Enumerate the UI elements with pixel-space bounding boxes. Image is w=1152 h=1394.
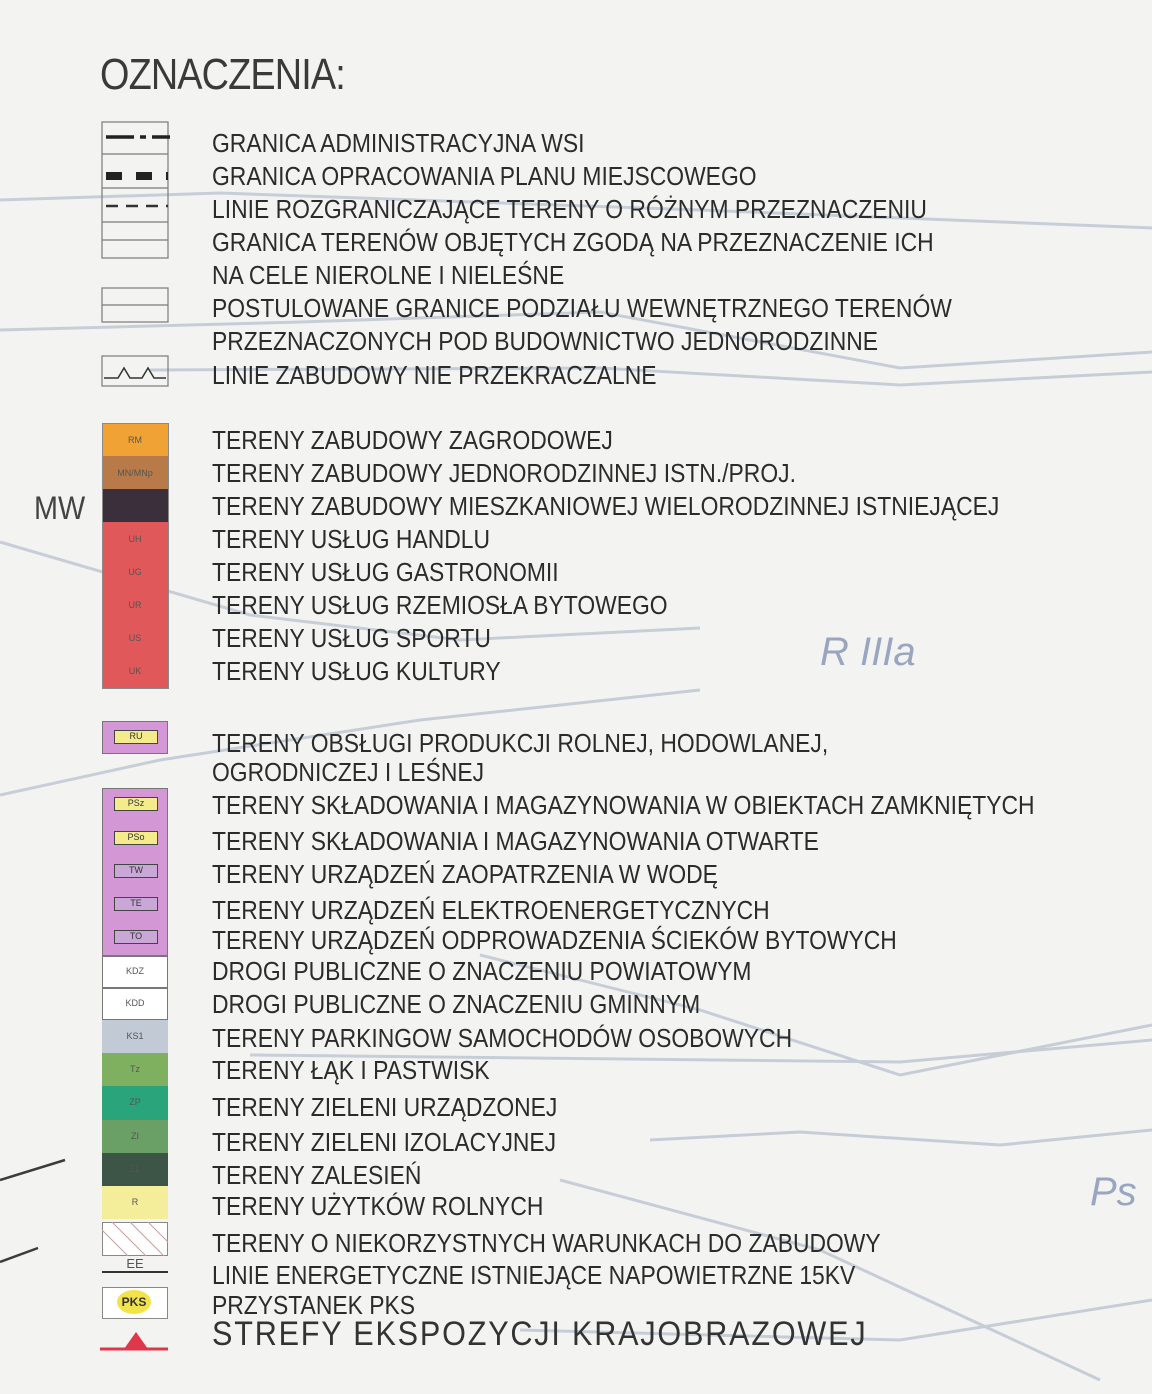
tag-tw: TW	[114, 864, 158, 878]
swatch-zl: ZL	[102, 1153, 168, 1186]
legend-label-kdz: DROGI PUBLICZNE O ZNACZENIU POWIATOWYM	[212, 956, 752, 986]
swatch-ug: UG	[102, 555, 168, 588]
swatch-ee-code: EE	[126, 1256, 144, 1271]
legend-label-uh: TERENY USŁUG HANDLU	[212, 524, 491, 554]
legend-label-niekorzystne: TERENY O NIEKORZYSTNYCH WARUNKACH DO ZABUDOWY	[212, 1228, 881, 1258]
side-note-mw: MW	[34, 490, 86, 526]
legend-label-strefy: STREFY EKSPOZYCJI KRAJOBRAZOWEJ	[212, 1315, 868, 1353]
swatch-uk: UK	[102, 654, 168, 688]
legend-label-ks1: TERENY PARKINGOW SAMOCHODÓW OSOBOWYCH	[212, 1023, 793, 1053]
legend-label-pks: PRZYSTANEK PKS	[212, 1290, 416, 1320]
legend-label-kdd: DROGI PUBLICZNE O ZNACZENIU GMINNYM	[212, 989, 701, 1019]
legend-label-linie-rozgraniczajace: LINIE ROZGRANICZAJĄCE TERENY O RÓŻNYM PRZEZNACZENIU	[212, 194, 927, 224]
line-symbols	[100, 120, 172, 395]
tag-ru: RU	[114, 730, 158, 744]
swatch-pks-frame	[102, 1287, 168, 1319]
legend-label-ru-cont: OGRODNICZEJ I LEŚNEJ	[212, 757, 485, 787]
legend-label-ur: TERENY USŁUG RZEMIOSŁA BYTOWEGO	[212, 590, 668, 620]
legend-label-podzial: POSTULOWANE GRANICE PODZIAŁU WEWNĘTRZNEGO TERENÓW	[212, 293, 952, 323]
swatch-ks1: KS1	[102, 1020, 168, 1053]
swatch-us: US	[102, 621, 168, 654]
legend-label-pso: TERENY SKŁADOWANIA I MAGAZYNOWANIA OTWARTE	[212, 826, 819, 856]
swatch-zi: ZI	[102, 1120, 168, 1153]
swatch-kdz: KDZ	[102, 956, 168, 988]
map-mark-r-class: R IIIa	[820, 630, 916, 674]
swatch-ur: UR	[102, 588, 168, 621]
swatch-kdd: KDD	[102, 988, 168, 1020]
legend-label-mn: TERENY ZABUDOWY JEDNORODZINNEJ ISTN./PROJ.	[212, 458, 796, 488]
legend-label-granica-zgoda-cont: NA CELE NIEROLNE I NIELEŚNE	[212, 260, 565, 290]
legend-label-te: TERENY URZĄDZEŃ ELEKTROENERGETYCZNYCH	[212, 895, 770, 925]
tag-pso: PSo	[114, 831, 158, 845]
legend-label-uk: TERENY USŁUG KULTURY	[212, 656, 501, 686]
swatch-tz: Tz	[102, 1053, 168, 1086]
legend-label-zp: TERENY ZIELENI URZĄDZONEJ	[212, 1092, 558, 1122]
legend-label-granica-wsi: GRANICA ADMINISTRACYJNA WSI	[212, 128, 585, 158]
zone-swatch-frame	[102, 423, 169, 689]
legend-label-granica-zgoda: GRANICA TERENÓW OBJĘTYCH ZGODĄ NA PRZEZNACZENIE ICH	[212, 227, 934, 257]
legend-label-tz: TERENY ŁĄK I PASTWISK	[212, 1055, 490, 1085]
swatch-uh: UH	[102, 522, 168, 555]
legend-label-granica-planu: GRANICA OPRACOWANIA PLANU MIEJSCOWEGO	[212, 161, 757, 191]
map-mark-ps: Ps	[1090, 1170, 1137, 1214]
legend-label-zl: TERENY ZALESIEŃ	[212, 1160, 422, 1190]
swatch-r: R	[102, 1186, 168, 1219]
legend-label-to: TERENY URZĄDZEŃ ODPROWADZENIA ŚCIEKÓW BYTOWYCH	[212, 925, 897, 955]
legend-label-rm: TERENY ZABUDOWY ZAGRODOWEJ	[212, 425, 613, 455]
tag-psz: PSz	[114, 797, 158, 811]
legend-label-ee: LINIE ENERGETYCZNE ISTNIEJĄCE NAPOWIETRZNE 15KV	[212, 1260, 856, 1290]
tag-to: TO	[114, 930, 158, 944]
legend-title: OZNACZENIA:	[100, 50, 345, 99]
legend-label-psz: TERENY SKŁADOWANIA I MAGAZYNOWANIA W OBIEKTACH ZAMKNIĘTYCH	[212, 790, 1035, 820]
tag-te: TE	[114, 897, 158, 911]
swatch-hatch	[102, 1222, 168, 1256]
legend-label-ru: TERENY OBSŁUGI PRODUKCJI ROLNEJ, HODOWLANEJ,	[212, 728, 829, 758]
legend-label-podzial-cont: PRZEZNACZONYCH POD BUDOWNICTWO JEDNORODZINNE	[212, 326, 879, 356]
legend-label-mw: TERENY ZABUDOWY MIESZKANIOWEJ WIELORODZINNEJ ISTNIEJĄCEJ	[212, 491, 1000, 521]
swatch-rm: RM	[102, 423, 168, 456]
legend-label-linie-zabudowy: LINIE ZABUDOWY NIE PRZEKRACZALNE	[212, 360, 657, 390]
legend-label-ug: TERENY USŁUG GASTRONOMII	[212, 557, 559, 587]
legend-label-tw: TERENY URZĄDZEŃ ZAOPATRZENIA W WODĘ	[212, 859, 718, 889]
pks-circle-icon: PKS	[117, 1290, 151, 1314]
legend-label-zi: TERENY ZIELENI IZOLACYJNEJ	[212, 1127, 557, 1157]
legend-label-r: TERENY UŻYTKÓW ROLNYCH	[212, 1191, 544, 1221]
legend-label-us: TERENY USŁUG SPORTU	[212, 623, 491, 653]
swatch-mn: MN/MNp	[102, 456, 168, 489]
swatch-zp: ZP	[102, 1086, 168, 1120]
landscape-exposure-icon	[100, 1325, 170, 1353]
